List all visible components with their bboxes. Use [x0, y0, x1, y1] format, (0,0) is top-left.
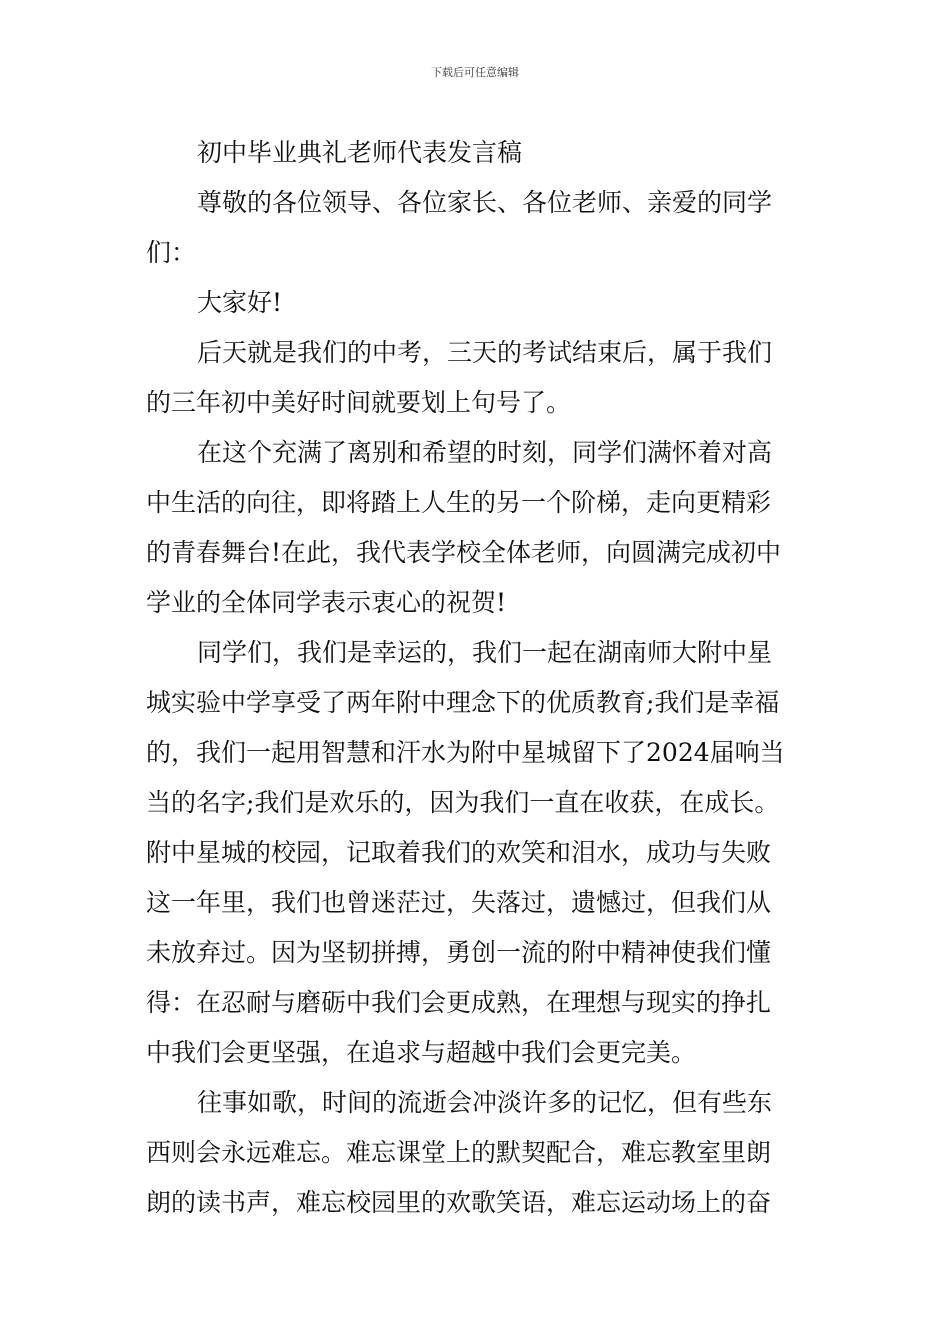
text-line: 当的名字;我们是欢乐的，因为我们一直在收获，在成长。	[146, 788, 780, 817]
text-line: 城实验中学享受了两年附中理念下的优质教育;我们是幸福	[146, 688, 780, 717]
paragraph-salutation	[146, 178, 806, 278]
text-line: 中生活的向往，即将踏上人生的另一个阶梯，走向更精彩	[146, 488, 772, 517]
text-line: 的，我们一起用智慧和汗水为附中星城留下了2024届响当	[146, 738, 785, 767]
text-line: 往事如歌，时间的流逝会冲淡许多的记忆，但有些东	[197, 1088, 773, 1117]
paragraph-fortunate	[146, 628, 806, 1078]
paragraph-memories	[146, 1078, 806, 1228]
text-line: 附中星城的校园，记取着我们的欢笑和泪水，成功与失败	[146, 838, 772, 867]
document-body	[146, 128, 806, 1228]
paragraph-exam	[146, 328, 806, 428]
text-line: 西则会永远难忘。难忘课堂上的默契配合，难忘教室里朗	[146, 1138, 772, 1167]
text-line: 尊敬的各位领导、各位家长、各位老师、亲爱的同学	[197, 188, 773, 217]
text-line: 在这个充满了离别和希望的时刻，同学们满怀着对高	[197, 438, 773, 467]
text-line: 们：	[146, 238, 197, 267]
text-line: 中我们会更坚强，在追求与超越中我们会更完美。	[146, 1038, 697, 1067]
text-line: 后天就是我们的中考，三天的考试结束后，属于我们	[197, 338, 773, 367]
text-line: 同学们，我们是幸运的，我们一起在湖南师大附中星	[197, 638, 773, 667]
text-line: 未放弃过。因为坚韧拼搏，勇创一流的附中精神使我们懂	[146, 938, 772, 967]
text-line: 学业的全体同学表示衷心的祝贺!	[146, 588, 507, 617]
text-line: 这一年里，我们也曾迷茫过，失落过，遗憾过，但我们从	[146, 888, 772, 917]
paragraph-greeting	[146, 278, 806, 328]
header-note: 下载后可任意编辑	[431, 66, 519, 79]
text-line: 朗的读书声，难忘校园里的欢歌笑语，难忘运动场上的奋	[146, 1188, 772, 1217]
text-line: 的青春舞台!在此，我代表学校全体老师，向圆满完成初中	[146, 538, 782, 567]
document-title: 初中毕业典礼老师代表发言稿	[197, 138, 523, 167]
text-line: 的三年初中美好时间就要划上句号了。	[146, 388, 572, 417]
paragraph-congratulations	[146, 428, 806, 628]
text-line: 大家好!	[197, 288, 283, 317]
text-line: 得：在忍耐与磨砺中我们会更成熟，在理想与现实的挣扎	[146, 988, 772, 1017]
